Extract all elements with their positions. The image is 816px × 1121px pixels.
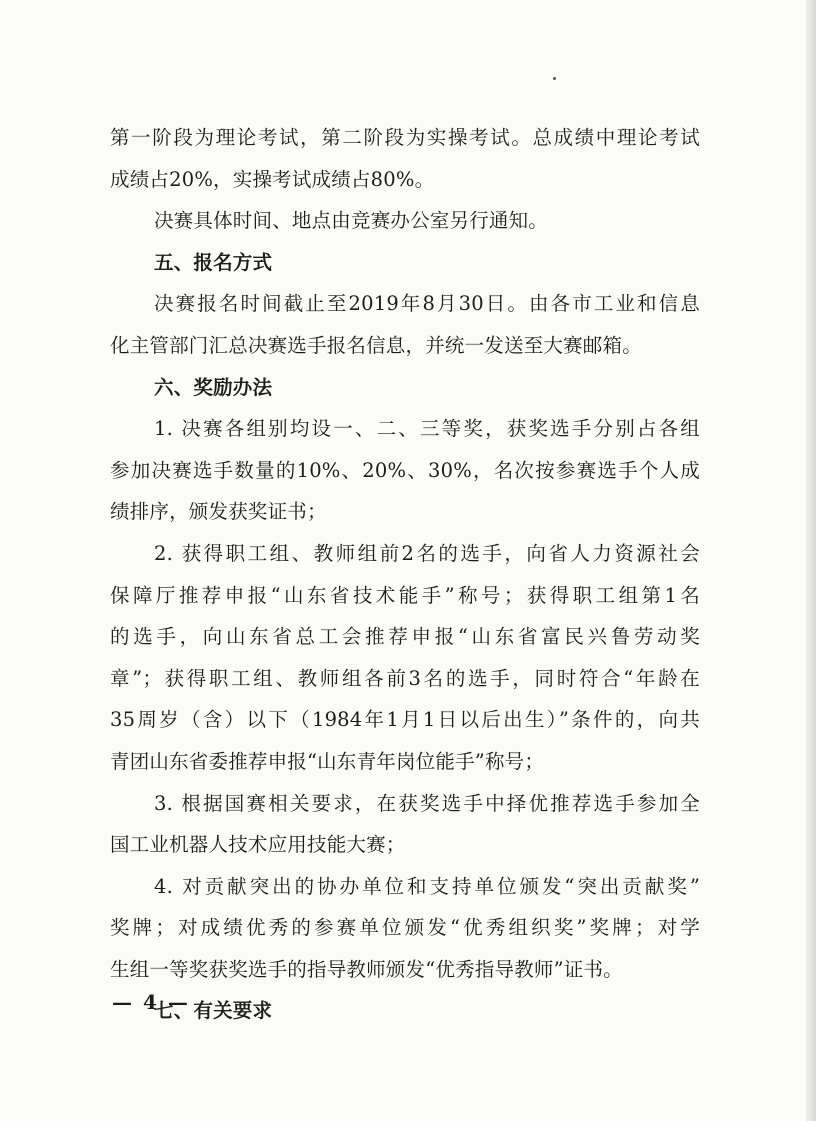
text-line: 第一阶段为理论考试，第二阶段为实操考试。总成绩中理论考试 — [110, 126, 700, 149]
text-line: 成绩占20%，实操考试成绩占80%。 — [110, 167, 435, 191]
scan-speck — [553, 77, 556, 80]
text-line: 奖牌；对成绩优秀的参赛单位颁发“优秀组织奖”奖牌；对学 — [110, 916, 700, 940]
text-line: 3. 根据国赛相关要求，在获奖选手中择优推荐选手参加全 — [154, 791, 700, 815]
document-body — [110, 117, 700, 1032]
text-line: 生组一等奖获奖选手的指导教师颁发“优秀指导教师”证书。 — [110, 957, 623, 981]
section-heading: 五、报名方式 — [154, 250, 273, 274]
page-edge-shadow — [806, 0, 816, 1121]
text-line: 决赛报名时间截止至2019年8月30日。由各市工业和信息 — [154, 292, 700, 316]
text-line: 保障厅推荐申报“山东省技术能手”称号；获得职工组第1名 — [110, 583, 700, 607]
text-line: 青团山东省委推荐申报“山东青年岗位能手”称号； — [110, 749, 545, 773]
text-line: 2. 获得职工组、教师组前2名的选手，向省人力资源社会 — [154, 541, 700, 565]
section-heading: 六、奖励办法 — [154, 375, 273, 399]
text-line: 绩排序，颁发获奖证书； — [110, 500, 327, 524]
text-line: 35周岁（含）以下（1984年1月1日以后出生）”条件的，向共 — [110, 708, 700, 732]
text-line: 4. 对贡献突出的协办单位和支持单位颁发“突出贡献奖” — [154, 874, 700, 898]
text-line: 化主管部门汇总决赛选手报名信息，并统一发送至大赛邮箱。 — [110, 333, 642, 357]
text-line: 国工业机器人技术应用技能大赛； — [110, 833, 406, 857]
text-line: 决赛具体时间、地点由竞赛办公室另行通知。 — [154, 209, 549, 233]
text-line: 1. 决赛各组别均设一、二、三等奖，获奖选手分别占各组 — [154, 417, 700, 441]
page-number: — 4 — — [112, 990, 190, 1014]
text-line: 的选手，向山东省总工会推荐申报“山东省富民兴鲁劳动奖 — [110, 625, 700, 649]
text-line: 参加决赛选手数量的10%、20%、30%，名次按参赛选手个人成 — [110, 458, 700, 482]
text-line: 章”；获得职工组、教师组各前3名的选手，同时符合“年龄在 — [110, 666, 700, 690]
section-heading: 七、有关要求 — [154, 999, 273, 1023]
